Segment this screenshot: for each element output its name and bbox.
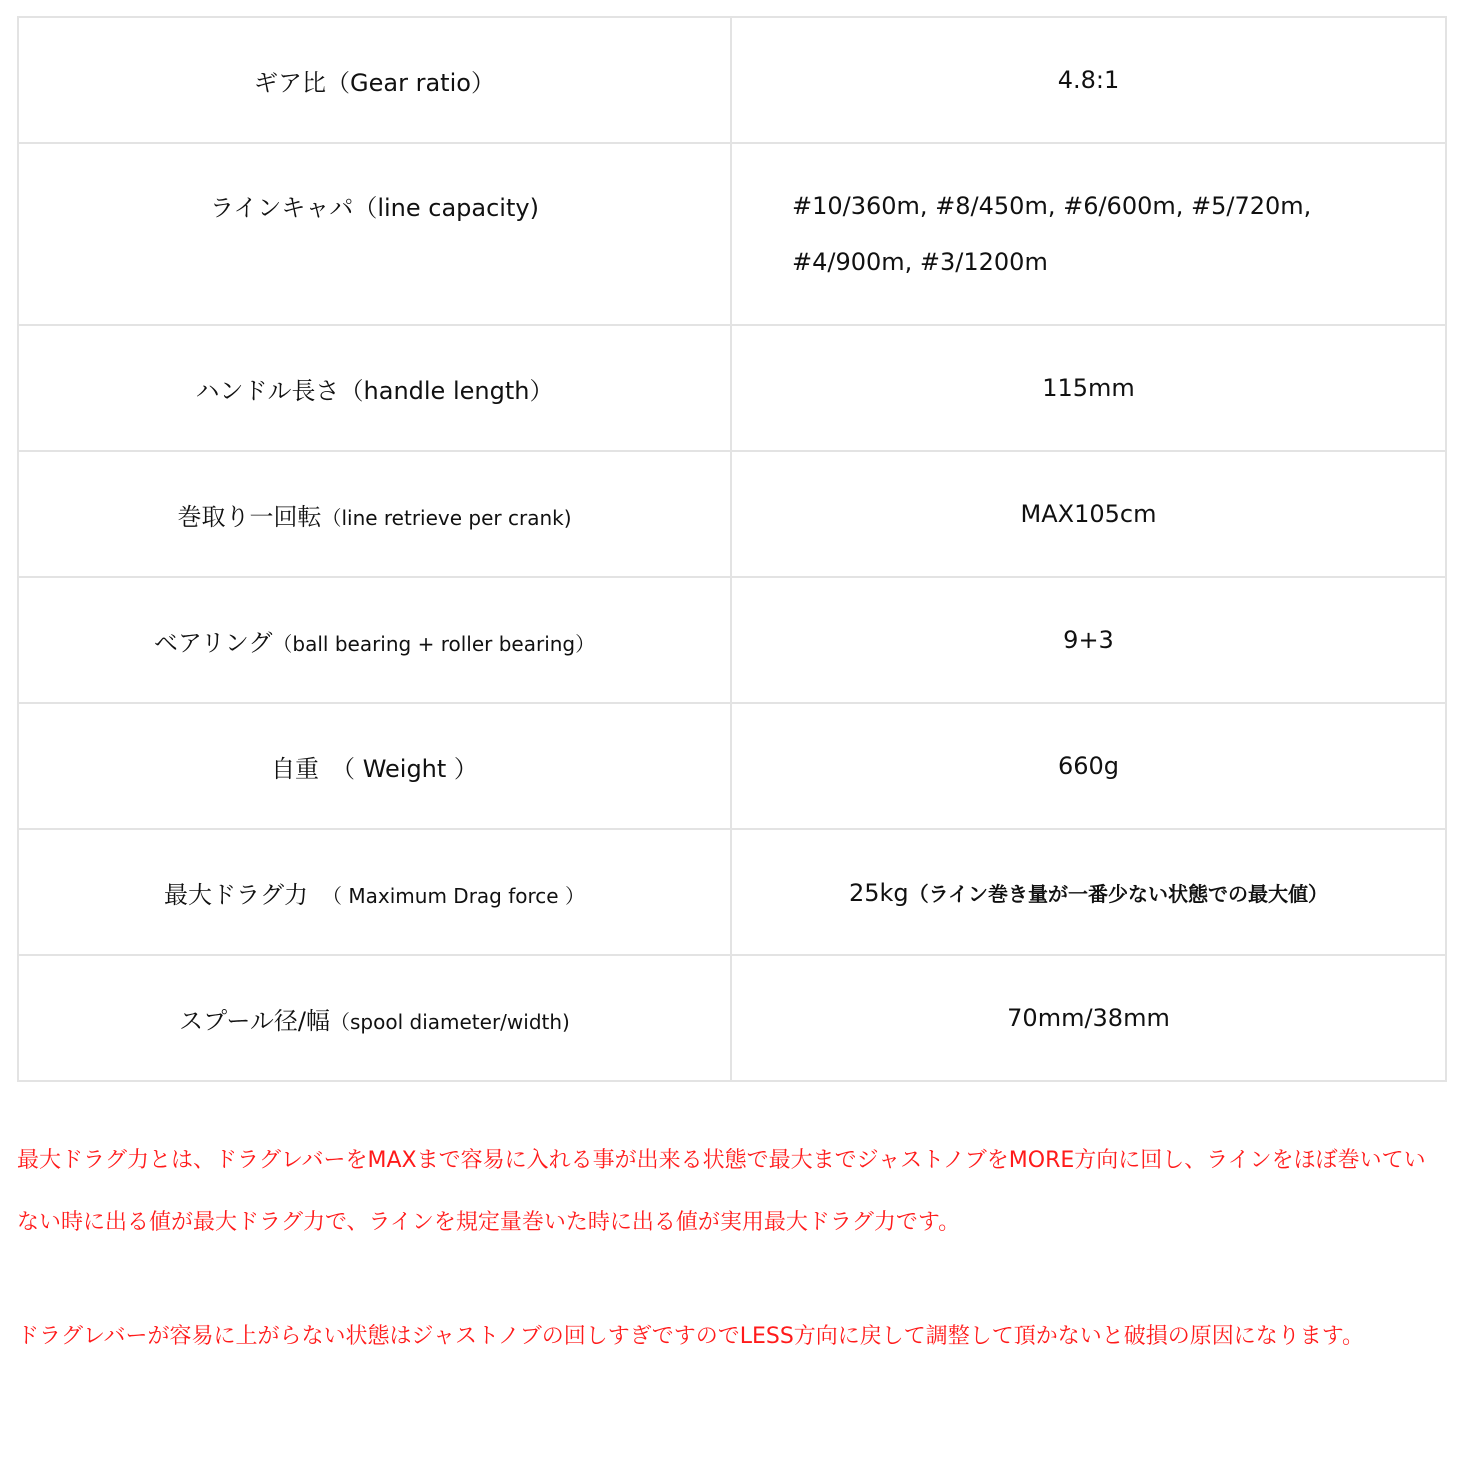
spec-label-detail: （ Maximum Drag force ） bbox=[332, 883, 585, 908]
spec-value-cell bbox=[731, 955, 1446, 1081]
spec-label-cell bbox=[18, 143, 731, 325]
spec-value: 25kg bbox=[848, 878, 909, 907]
spec-row-weight bbox=[18, 703, 1446, 829]
drag-lever-note: ドラグレバーが容易に上がらない状態はジャストノブの回しすぎですのでLESS方向に戻して調整して頂かないと破損の原因になります。 bbox=[17, 1324, 1365, 1349]
spec-value: 4.8:1 bbox=[1057, 66, 1120, 94]
spec-value-cell bbox=[731, 143, 1446, 325]
spec-value: MAX105cm bbox=[1020, 500, 1157, 528]
spec-label: ギア比（Gear ratio） bbox=[254, 68, 495, 97]
spec-row-bearing bbox=[18, 577, 1446, 703]
spec-row-max-drag bbox=[18, 829, 1446, 955]
spec-label: ラインキャパ（line capacity) bbox=[210, 194, 539, 222]
spec-label: スプール径/幅 bbox=[179, 1006, 331, 1035]
spec-row-line-capacity bbox=[18, 143, 1446, 325]
spec-label-cell bbox=[18, 451, 731, 577]
spec-label: 最大ドラグ力 bbox=[164, 880, 333, 909]
spec-label-detail: （spool diameter/width) bbox=[330, 1009, 570, 1034]
spec-value: 9+3 bbox=[1063, 626, 1114, 654]
spec-value-cell bbox=[731, 325, 1446, 451]
spec-value-cell bbox=[731, 451, 1446, 577]
spec-row-handle-length bbox=[18, 325, 1446, 451]
spec-label: ハンドル長さ（handle length） bbox=[195, 376, 554, 405]
spec-row-line-retrieve bbox=[18, 451, 1446, 577]
spec-label-cell bbox=[18, 703, 731, 829]
spec-label-cell bbox=[18, 955, 731, 1081]
spec-value-cell bbox=[731, 829, 1446, 955]
spec-label-cell bbox=[18, 325, 731, 451]
spec-label: ベアリング bbox=[153, 628, 273, 657]
spec-row-spool bbox=[18, 955, 1446, 1081]
spec-label-detail: （ball bearing + roller bearing） bbox=[272, 631, 596, 656]
spec-row-gear-ratio bbox=[18, 17, 1446, 143]
spec-label-detail: （line retrieve per crank) bbox=[321, 505, 572, 530]
spec-label: 自重 （ Weight ） bbox=[271, 754, 478, 783]
spec-value: 115mm bbox=[1042, 374, 1135, 402]
spec-label-cell bbox=[18, 17, 731, 143]
spec-value: 660g bbox=[1057, 752, 1120, 780]
spec-value: 70mm/38mm bbox=[1007, 1004, 1170, 1032]
spec-value-cell bbox=[731, 577, 1446, 703]
spec-value-note: （ライン巻き量が一番少ない状態での最大値） bbox=[908, 881, 1329, 906]
spec-label: 巻取り一回転 bbox=[177, 502, 322, 531]
spec-label-cell bbox=[18, 577, 731, 703]
spec-label-cell bbox=[18, 829, 731, 955]
spec-value-cell bbox=[731, 17, 1446, 143]
spec-table bbox=[17, 16, 1447, 1082]
max-drag-note: 最大ドラグ力とは、ドラグレバーをMAXまで容易に入れる事が出来る状態で最大までジャストノブをMORE方向に回し、ラインをほぼ巻いていない時に出る値が最大ドラグ力で、ラインを規定量巻いた時に出る値が実用最大ドラグ力です。 bbox=[17, 1148, 1426, 1235]
spec-value-cell bbox=[731, 703, 1446, 829]
notes-section bbox=[17, 1130, 1445, 1420]
spec-value: #10/360m, #8/450m, #6/600m, #5/720m, #4/900m, #3/1200m bbox=[792, 192, 1312, 276]
